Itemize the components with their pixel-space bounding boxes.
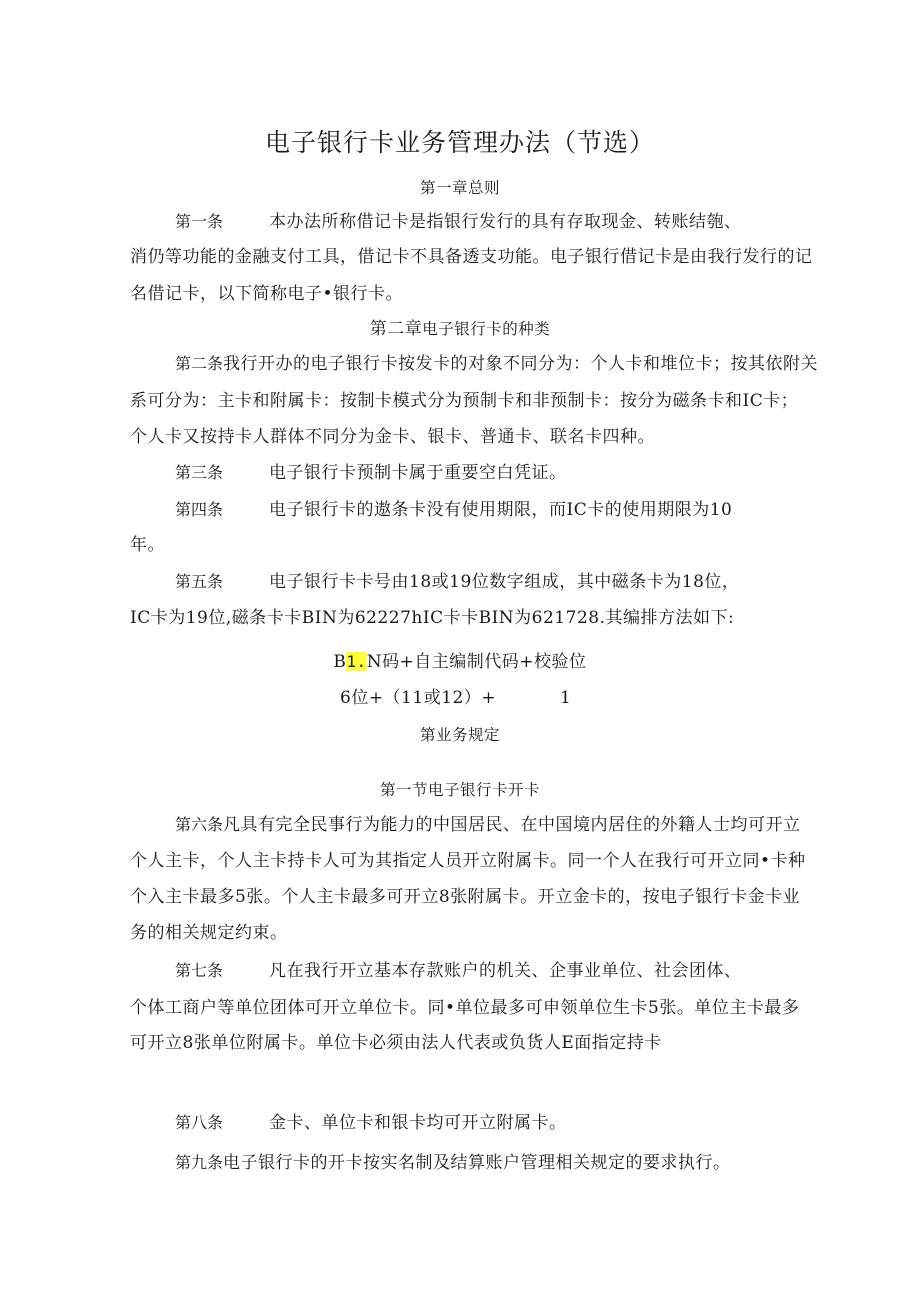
article-2-line-3: 个人卡又按持卡人群体不同分为金卡、银卡、普通卡、联名卡四种。 [130,427,655,447]
article-9-line-1 [175,1151,731,1175]
article-5-label: 第五条 [175,572,224,591]
formula-rest: N码+自主编制代码+校验位 [366,652,587,672]
article-7-label: 第七条 [175,961,224,980]
article-1-line-1 [175,210,742,234]
article-6-line-4: 务的相关规定约束。 [130,923,288,943]
article-1-line-2: 消仍等功能的金融支付工具，借记卡不具备透支功能。电子银行借记卡是由我行发行的记 [130,247,813,267]
section-1-heading: 第一节电子银行卡开卡 [379,781,540,799]
article-5-line-2: IC卡为19位,磁条卡卡BIN为62227hIC卡卡BIN为621728.其编排方法如下: [130,608,735,628]
article-2-label: 第二条 [175,354,224,373]
article-2-line-2: 系可分为：主卡和附属卡：按制卡模式分为预制卡和非预制卡：按分为磁条卡和IC卡； [130,391,799,411]
article-7-line-1 [175,959,742,983]
chapter-1-heading: 第一章总则 [419,179,500,197]
article-1-line-3: 名借记卡，以下简称电子•银行卡。 [130,284,404,304]
formula-prefix: B [333,652,347,672]
article-4-label: 第四条 [175,500,224,519]
chapter-2-title: 电子银行卡的种类 [422,320,551,338]
chapter-3-heading: 第业务规定 [419,726,500,744]
article-4-line-2: 年。 [130,535,165,555]
article-6-label: 第六条 [175,815,224,834]
chapter-2-number: 第二章 [369,319,423,339]
article-9-text: 电子银行卡的开卡按实名制及结算账户管理相关规定的要求执行。 [223,1153,731,1173]
article-6-line-3: 个入主卡最多5张。个人主卡最多可开立8张附属卡。开立金卡的，按电子银行卡金卡业 [130,887,801,907]
formula-check-digit-count: 1 [560,688,572,708]
card-number-formula [0,650,920,674]
formula-digit-counts: 6位+（11或12）+ [340,688,497,708]
article-7-text: 凡在我行开立基本存款账户的机关、企事业单位、社会团体、 [269,961,742,981]
article-3-text: 电子银行卡预制卡属于重要空白凭证。 [269,463,567,483]
article-8-label: 第八条 [175,1113,224,1132]
article-6-text: 凡具有完全民事行为能力的中国居民、在中国境内居住的外籍人士均可开立 [223,815,801,835]
article-6-line-1 [175,813,801,837]
article-7-line-3: 可开立8张单位附属卡。单位卡必须由法人代表或负货人E面指定持卡 [130,1033,662,1053]
article-5-text: 电子银行卡卡号由18或19位数字组成，其中磁条卡为18位， [269,572,740,592]
article-5-line-1 [175,570,739,594]
article-2-line-1 [175,352,818,376]
article-2-text: 我行开办的电子银行卡按发卡的对象不同分为：个人卡和堆位卡；按其依附关 [223,354,819,374]
formula-highlight: 1. [346,652,367,671]
article-7-line-2: 个体工商户等单位团体可开立单位卡。同•单位最多可申领单位生卡5张。单位主卡最多 [130,998,800,1018]
article-1-text: 本办法所称借记卡是指银行发行的具有存取现金、转账结匏、 [269,212,742,232]
article-8-text: 金卡、单位卡和银卡均可开立附属卡。 [269,1113,567,1133]
article-4-text: 电子银行卡的遨条卡没有使用期限，而IC卡的使用期限为10 [269,500,733,520]
article-8-line-1 [175,1111,567,1135]
article-3-label: 第三条 [175,463,224,482]
article-1-label: 第一条 [175,212,224,231]
chapter-2-heading [0,317,920,341]
document-title: 电子银行卡业务管理办法（节选） [264,128,655,157]
article-9-label: 第九条 [175,1153,224,1172]
article-3-line-1 [175,461,567,485]
article-4-line-1 [175,498,732,522]
article-6-line-2: 个人主卡，个人主卡持卡人可为其指定人员开立附属卡。同一个人在我行可开立同•卡种 [130,851,806,871]
